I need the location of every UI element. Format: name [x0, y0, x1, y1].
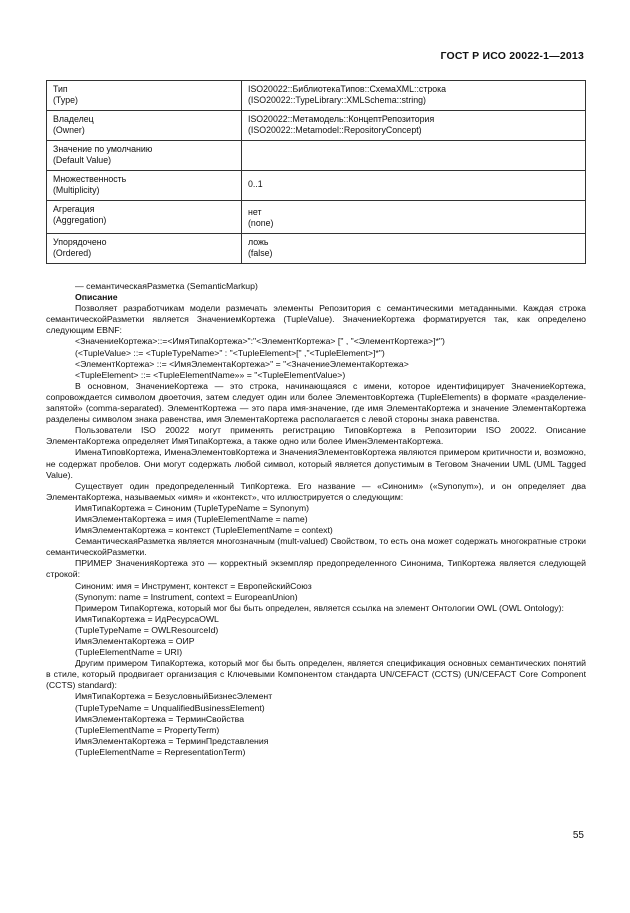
property-name-cell: [47, 201, 242, 234]
property-value-en: (ISO20022::Metamodel::RepositoryConcept): [248, 125, 422, 135]
example-line: (Synonym: name = Instrument, context = EuropeanUnion): [75, 591, 298, 602]
property-value-en: (ISO20022::TypeLibrary::XMLSchema::string): [248, 95, 426, 105]
ebnf-line: (<TupleValue> ::= <TupleTypeName>" : "<TupleElement>[" ,"<TupleElement>]*"): [75, 347, 385, 358]
property-name-en: (Ordered): [53, 248, 92, 258]
property-value-cell: [242, 234, 586, 264]
example-line: (TupleElementName = RepresentationTerm): [75, 746, 246, 757]
example-line: ИмяЭлементаКортежа = ТерминПредставления: [75, 735, 269, 746]
property-name-cell: [47, 234, 242, 264]
property-name: Агрегация: [53, 204, 95, 214]
table-row: [47, 81, 586, 111]
item-title: — семантическаяРазметка (SemanticMarkup): [75, 281, 258, 291]
paragraph: СемантическаяРазметка является многозначным (mult-valued) Свойством, то есть она может содержать многократные строки семантическойРазметки.: [46, 536, 586, 558]
property-value: ISO20022::Метамодель::КонцептРепозитория: [248, 114, 435, 124]
ebnf-line: <ЭлементКортежа> ::= <ИмяЭлементаКортежа>" = "<ЗначениеЭлементаКортежа>: [75, 358, 409, 369]
property-value: ISO20022::БиблиотекаТипов::СхемаXML::строка: [248, 84, 447, 94]
example-line: (TupleTypeName = OWLResourceId): [75, 624, 219, 635]
table-row: [47, 171, 586, 201]
example-line: ИмяЭлементаКортежа = имя (TupleElementName = name): [75, 513, 308, 524]
property-name: Множественность: [53, 174, 127, 184]
property-value-cell: [242, 81, 586, 111]
example-line: (TupleTypeName = UnqualifiedBusinessElement): [75, 702, 265, 713]
table-row: [47, 234, 586, 264]
property-value: ложь: [248, 237, 269, 247]
property-name-cell: [47, 81, 242, 111]
table-row: [47, 141, 586, 171]
property-name: Упорядочено: [53, 237, 107, 247]
section-heading: Описание: [75, 292, 118, 303]
property-value-en: (false): [248, 248, 273, 258]
main-text: [46, 281, 586, 758]
property-value-cell: [242, 141, 586, 171]
example-line: ИмяТипаКортежа = Синоним (TupleTypeName = Synonym): [75, 502, 310, 513]
example-line: ИмяТипаКортежа = ИдРесурсаOWL: [75, 613, 219, 624]
property-name-cell: [47, 111, 242, 141]
ebnf-line: <TupleElement> ::= <TupleElementName»» = "<TupleElementValue>): [75, 369, 346, 380]
paragraph: Пользователи ISO 20022 могут применять регистрацию ТиповКортежа в Репозитории ISO 20022. Описание ЭлементаКортежа определяет ИмяТипаКортежа, а также одно или более ИменЭлементаКортежа.: [46, 425, 586, 447]
example-line: ИмяТипаКортежа = БезусловныйБизнесЭлемент: [75, 691, 273, 702]
property-name-cell: [47, 141, 242, 171]
paragraph: Существует один предопределенный ТипКортежа. Его название — «Синоним» («Synonym»), и он определяет два ЭлементаКортежа, называемых «имя» и «контекст», что иллюстрируется о следующим:: [46, 480, 586, 502]
property-name-en: (Default Value): [53, 155, 112, 165]
table-row: [47, 201, 586, 234]
example-paragraph: ПРИМЕР ЗначенияКортежа это — корректный экземпляр предопределенного Синонима, ТипКортежа является следующей строкой:: [46, 558, 586, 580]
property-name: Владелец: [53, 114, 94, 124]
paragraph: Другим примером ТипаКортежа, который мог бы быть определен, является спецификация основных семантических понятий в стиле, который продвигает организация с Ключевыми Компонентом стандарта UN/CEFACT (CCTS) (UN/CEFACT Core Component (CCTS) standard):: [46, 658, 586, 691]
paragraph: ИменаТиповКортежа, ИменаЭлементовКортежа и ЗначенияЭлементовКортежа являются примером критичности и, возможно, не содержат пробелов. Они могут содержать любой символ, который является допустимым в Теговом Значении UML (UML Tagged Value).: [46, 447, 586, 480]
example-line: ИмяЭлементаКортежа = контекст (TupleElementName = context): [75, 525, 333, 536]
property-name-en: (Type): [53, 95, 78, 105]
property-name-en: (Aggregation): [53, 215, 107, 225]
property-value-cell: [242, 111, 586, 141]
property-value-en: (none): [248, 218, 274, 228]
document-code-header: ГОСТ Р ИСО 20022-1—2013: [440, 50, 584, 62]
property-name-en: (Multiplicity): [53, 185, 100, 195]
example-line: ИмяЭлементаКортежа = ТерминСвойства: [75, 713, 245, 724]
property-value-cell: [242, 171, 586, 201]
property-value: 0..1: [248, 179, 263, 189]
property-name-en: (Owner): [53, 125, 85, 135]
example-line: Синоним: имя = Инструмент, контекст = ЕвропейскийСоюз: [75, 580, 312, 591]
table-row: [47, 111, 586, 141]
properties-table: [46, 80, 586, 264]
paragraph: Позволяет разработчикам модели размечать элементы Репозитория с семантическими метаданными. Каждая строка семантическойРазметки является ЗначениемКортежа (TupleValue). ЗначениеКортежа форматируется так, как определено следующим EBNF:: [46, 303, 586, 336]
property-name: Значение по умолчанию: [53, 144, 153, 154]
property-value-cell: [242, 201, 586, 234]
paragraph: Примером ТипаКортежа, который мог бы быть определен, является ссылка на элемент Онтологии OWL (OWL Ontology):: [75, 602, 564, 613]
example-line: (TupleElementName = PropertyTerm): [75, 724, 220, 735]
example-line: ИмяЭлементаКортежа = ОИР: [75, 636, 195, 646]
ebnf-line: <ЗначениеКортежа>::=<ИмяТипаКортежа>":"<ЭлементКортежа> [" , "<ЭлементКортежа>]*"): [75, 336, 445, 347]
paragraph: В основном, ЗначениеКортежа — это строка, начинающаяся с имени, которое идентифицирует ЗначениеКортежа, сопровождается символом двоеточия, затем следует один или более ЭлементовКортежа (TupleElements) в формате «разделение-запятой» (comma-separated). ЭлементКортежа — это пара имя-значение, где имя ЭлементаКортежа и значение ЭлементаКортежа разделены символом знака равенства, имя ЭлементаКортежа располагается с левой стороны знака равенства.: [46, 380, 586, 425]
page-number: 55: [572, 830, 584, 841]
example-line: (TupleElementName = URI): [75, 647, 183, 658]
property-value: нет: [248, 207, 262, 217]
property-name-cell: [47, 171, 242, 201]
property-name: Тип: [53, 84, 68, 94]
